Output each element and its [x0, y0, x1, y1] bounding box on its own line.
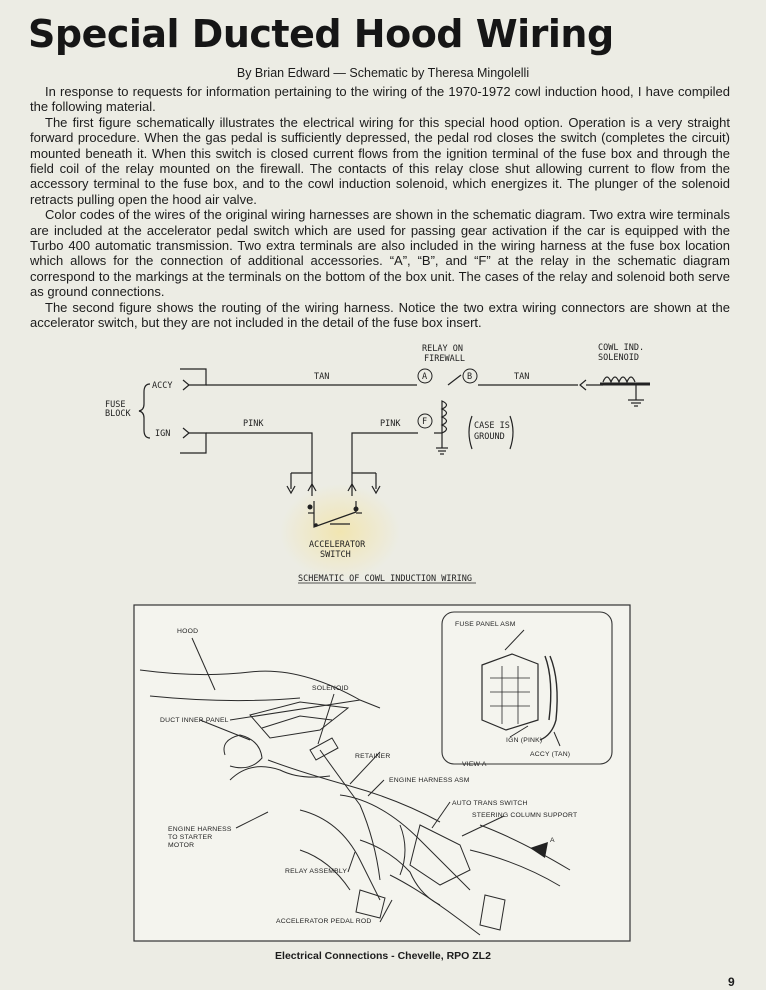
accy-terminal [183, 380, 189, 390]
paragraph-4: The second figure shows the routing of the wiring harness. Notice the two extra wiring connectors are shown at the accelerator switch, but they are not included in the detail of the fuse box insert. [30, 299, 730, 331]
engine-harness-starter-label-2: TO STARTER [168, 834, 213, 841]
solenoid-terminal [580, 380, 586, 390]
case-ground-label-2: GROUND [474, 432, 505, 442]
article-title: Special Ducted Hood Wiring [28, 12, 614, 56]
accelerator-pedal-rod-label: ACCELERATOR PEDAL ROD [276, 918, 372, 925]
fuse-block-label: FUSE [105, 400, 126, 410]
paragraph-2: The first figure schematically illustrates the electrical wiring for this special hood option. Operation is a very straight forward procedure. When the gas pedal is sufficiently depressed, the pedal rod closes the switch (completes the circuit) mounted beneath it. When this switch is closed current flows from the ignition terminal of the fuse box and through the field coil of the relay mounted on the firewall. The contacts of this relay close shut allowing current to flow from the accessory terminal to the fuse box, and to the cowl induction solenoid, which energizes it. The plunger of the solenoid retracts pulling open the hood air valve. [30, 114, 730, 207]
accy-tan-label: ACCY (TAN) [530, 751, 571, 758]
accelerator-switch-label: ACCELERATOR [309, 540, 366, 550]
paragraph-3: Color codes of the wires of the original wiring harnesses are shown in the schematic diagram. Two extra wire terminals are included at the accelerator pedal switch which are used for passing gear activation if the car is equipped with the Turbo 400 automatic transmission. Two extra terminals are also included in the wiring harness at the fuse box location which allows for the connection of additional accessories. “A”, “B”, and “F” at the relay in the schematic diagram correspond to the markings at the terminals on the bottom of the box unit. The cases of the relay and solenoid both serve as ground connections. [30, 207, 730, 300]
tan-label-right: TAN [514, 372, 530, 382]
solenoid-coil [603, 377, 635, 382]
engine-harness-asm-label: ENGINE HARNESS ASM [389, 777, 470, 784]
fuse-block-label-2: BLOCK [105, 409, 131, 419]
view-a-label: VIEW A [462, 761, 487, 768]
engine-harness-starter-label-3: MOTOR [168, 842, 195, 849]
byline: By Brian Edward — Schematic by Theresa Mingolelli [236, 66, 530, 80]
engine-harness-starter-label: ENGINE HARNESS [168, 826, 232, 833]
wiring-routing-figure [0, 600, 766, 950]
duct-inner-panel-label: DUCT INNER PANEL [160, 717, 229, 724]
relay-label: RELAY ON [422, 344, 463, 354]
accy-jog [180, 369, 206, 385]
ign-jog [180, 433, 206, 453]
solenoid-label: SOLENOID [312, 685, 349, 692]
hood-label: HOOD [177, 628, 199, 635]
pink-label-left: PINK [243, 419, 264, 429]
paragraph-1: In response to requests for information pertaining to the wiring of the 1970-1972 cowl induction hood, I have compiled the following material. [30, 84, 730, 115]
ign-pink-label: IGN (PINK) [506, 737, 543, 744]
stain-mark [280, 484, 400, 580]
accelerator-switch-label-2: SWITCH [320, 550, 351, 560]
terminal-a-label: A [422, 372, 428, 382]
pink-label-right: PINK [380, 419, 401, 429]
relay-label-2: FIREWALL [424, 354, 465, 364]
arrow-a-label: A [550, 837, 555, 844]
relay-coil [434, 401, 447, 433]
cowl-solenoid-label-2: SOLENOID [598, 353, 639, 363]
retainer-label: RETAINER [355, 753, 391, 760]
page-number: 9 [728, 975, 735, 989]
accy-label: ACCY [152, 381, 173, 391]
ign-label: IGN [155, 429, 171, 439]
terminal-f-label: F [422, 417, 428, 427]
steering-column-support-label: STEERING COLUMN SUPPORT [472, 812, 578, 819]
fuse-panel-asm-label: FUSE PANEL ASM [455, 621, 516, 628]
fuse-block-brace [139, 384, 150, 438]
case-ground-label: CASE IS [474, 421, 510, 431]
ign-terminal [183, 428, 189, 438]
figure-caption: Electrical Connections - Chevelle, RPO ZL2 [275, 950, 491, 962]
pink-wire-left [206, 433, 312, 473]
schematic-caption: SCHEMATIC OF COWL INDUCTION WIRING [298, 574, 472, 584]
auto-trans-switch-label: AUTO TRANS SWITCH [452, 800, 528, 807]
relay-contact-bar [448, 375, 461, 385]
terminal-b-label: B [467, 372, 473, 382]
relay-assembly-label: RELAY ASSEMBLY [285, 868, 348, 875]
cowl-solenoid-label: COWL IND. [598, 343, 645, 353]
pink-wire-right [352, 433, 418, 473]
tan-label-left: TAN [314, 372, 330, 382]
